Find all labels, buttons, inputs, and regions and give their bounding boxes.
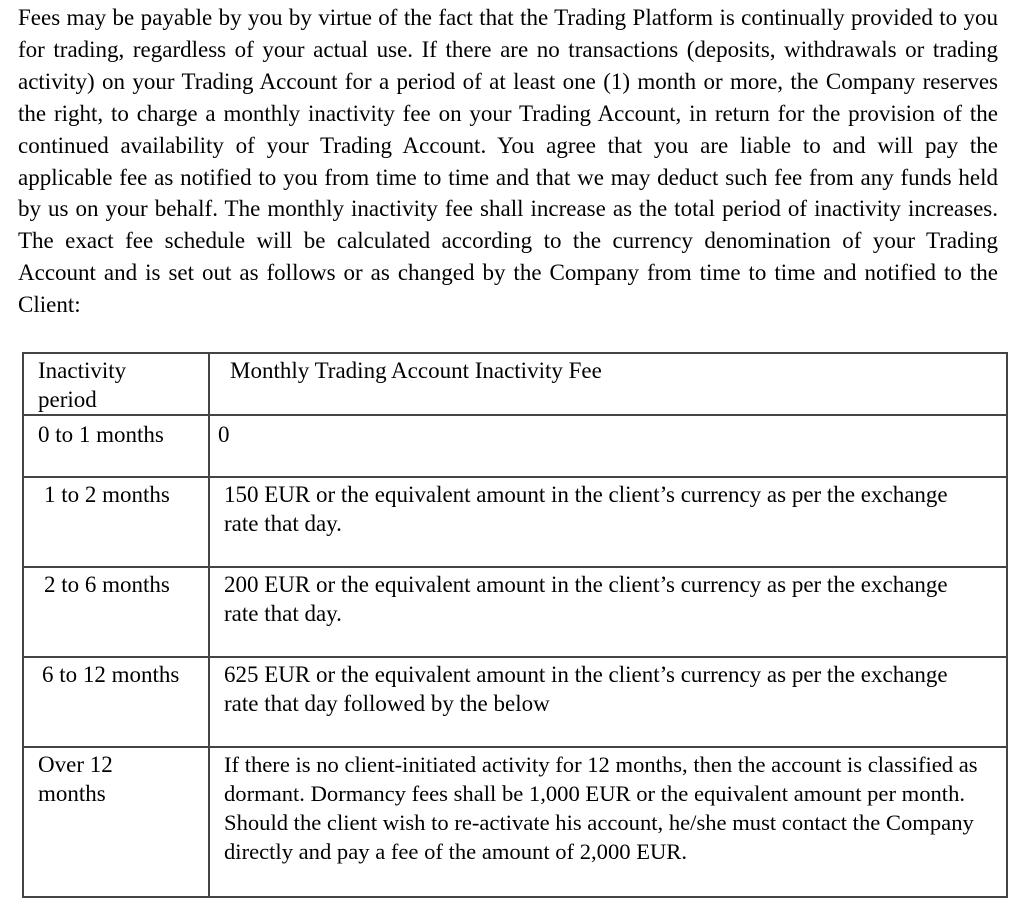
period-cell: Over 12 months — [23, 747, 209, 897]
table-row — [23, 657, 1007, 747]
table-row — [23, 477, 1007, 567]
fee-cell: 200 EUR or the equivalent amount in the client’s currency as per the exchange rate that day. — [209, 567, 1007, 657]
fee-cell: 0 — [209, 415, 1007, 477]
fee-cell: 625 EUR or the equivalent amount in the client’s currency as per the exchange rate that day followed by the below — [209, 657, 1007, 747]
period-cell: 1 to 2 months — [23, 477, 209, 567]
period-cell: 2 to 6 months — [23, 567, 209, 657]
period-cell: 0 to 1 months — [23, 415, 209, 477]
table-row — [23, 415, 1007, 477]
fee-cell: If there is no client-initiated activity for 12 months, then the account is classified as dormant. Dormancy fees shall be 1,000 EUR or the equivalent amount per month. Should the client wish to re-activate his account, he/she must contact the Company directly and pay a fee of the amount of 2,000 EUR. — [209, 747, 1007, 897]
inactivity-fee-table — [22, 352, 1008, 898]
header-inactivity-period: Inactivity period — [23, 353, 209, 415]
table-row — [23, 747, 1007, 897]
period-cell: 6 to 12 months — [23, 657, 209, 747]
table-header-row — [23, 353, 1007, 415]
fee-cell: 150 EUR or the equivalent amount in the client’s currency as per the exchange rate that day. — [209, 477, 1007, 567]
intro-paragraph: Fees may be payable by you by virtue of the fact that the Trading Platform is continually provided to you for trading, regardless of your actual use. If there are no transactions (deposits, withdrawals or trading activity) on your Trading Account for a period of at least one (1) month or more, the Company reserves the right, to charge a monthly inactivity fee on your Trading Account, in return for the provision of the continued availability of your Trading Account. You agree that you are liable to and will pay the applicable fee as notified to you from time to time and that we may deduct such fee from any funds held by us on your behalf. The monthly inactivity fee shall increase as the total period of inactivity increases. The exact fee schedule will be calculated according to the currency denomination of your Trading Account and is set out as follows or as changed by the Company from time to time and notified to the Client: — [18, 5, 998, 318]
header-monthly-fee: Monthly Trading Account Inactivity Fee — [209, 353, 1007, 415]
table-row — [23, 567, 1007, 657]
